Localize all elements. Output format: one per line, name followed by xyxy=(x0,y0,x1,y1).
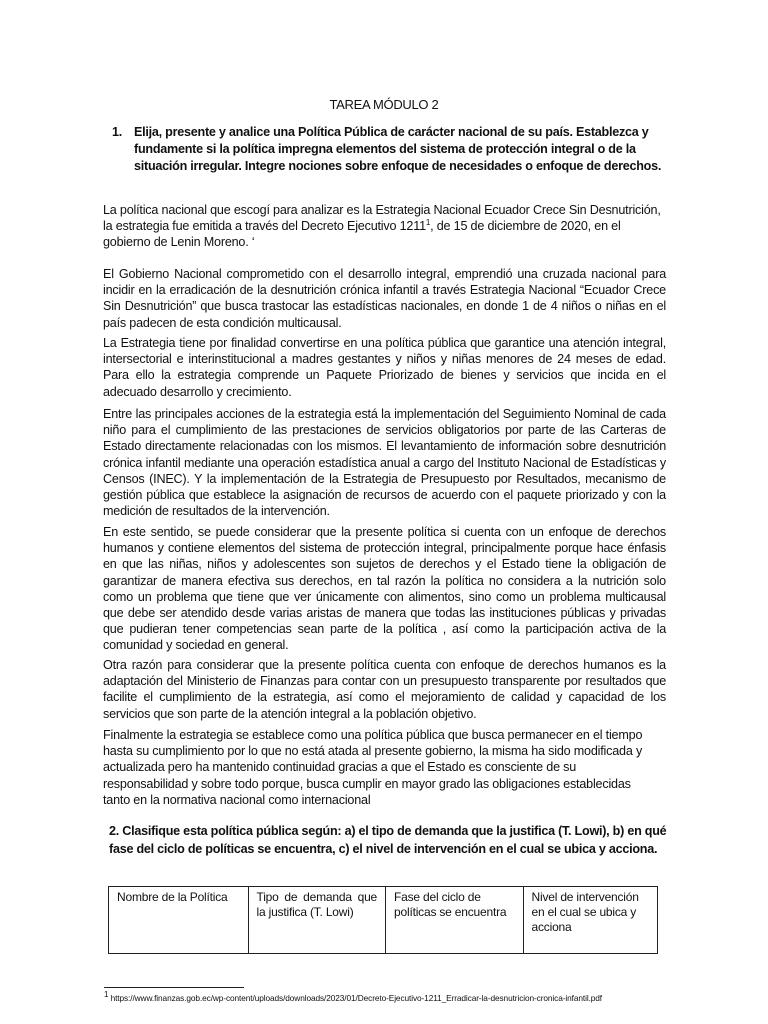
paragraph-2: El Gobierno Nacional comprometido con el desarrollo integral, emprendió una cruzada nacional para incidir en la erradicación de la desnutrición crónica infantil a través Estrategia Nacional “Ecuador Crece Sin Desnutrición” que busca trastocar las estadísticas nacionales, en donde 1 de 4 niños o niñas en el país padecen de esta condición multicausal. xyxy=(103,267,666,330)
footnote-divider xyxy=(104,987,244,988)
question-1-number: 1. xyxy=(112,125,123,139)
classification-table xyxy=(108,886,658,954)
table-header-row xyxy=(109,887,658,954)
footnote-marker: 1 xyxy=(104,990,109,1000)
paragraph-7: Finalmente la estrategia se establece como una política pública que busca permanecer en el tiempo hasta su cumplimiento por lo que no está atada al presente gobierno, la misma ha sido modificada y actualizada pero ha mantenido continuidad gracias a que el Estado es consciente de su responsabilidad y sobre todo porque, busca cumplir en mayor grado las obligaciones establecidas tanto en la normativa nacional como internacional xyxy=(103,728,643,807)
footnote xyxy=(104,990,684,1003)
footnote-reference: 1 xyxy=(425,218,431,228)
table-header-cell: Nombre de la Política xyxy=(109,887,249,954)
table-header-cell: Tipo de demanda que la justifica (T. Lowi) xyxy=(248,887,386,954)
footnote-link[interactable]: https://www.finanzas.gob.ec/wp-content/uploads/downloads/2023/01/Decreto-Ejecutivo-1211_Erradicar-la-desnutricion-cronica-infantil.pdf xyxy=(108,993,603,1003)
table-header-cell: Nivel de intervención en el cual se ubica y acciona xyxy=(523,887,657,954)
paragraph-1 xyxy=(103,202,666,251)
paragraph-3: La Estrategia tiene por finalidad convertirse en una política pública que garantice una atención integral, intersectorial e interinstitucional a madres gestantes y niños y niñas menores de 24 meses de edad. Para ello la estrategia comprende un Paquete Priorizado de bienes y servicios que incida en el adecuado desarrollo y crecimiento. xyxy=(103,336,666,399)
paragraph-6: Otra razón para considerar que la presente política cuenta con enfoque de derechos humanos es la adaptación del Ministerio de Finanzas para contar con un presupuesto transparente por resultados que facilite el cumplimiento de la estrategia, así como el mejoramiento de calidad y capacidad de los servicios que son parte de la atención integral a la población objetivo. xyxy=(103,658,666,721)
paragraph-1-text-a: La política nacional que escogí para analizar es la Estrategia Nacional Ecuador Crece Sin Desnutrición, la estrategia fue emitida a través del Decreto Ejecutivo 1211 xyxy=(103,203,661,234)
question-1-text: Elija, presente y analice una Política Pública de carácter nacional de su país. Establezca y fundamente si la política impregna elementos del sistema de protección integral o de la situación irregular. Integre nociones sobre enfoque de necesidades o enfoque de derechos. xyxy=(134,125,662,173)
paragraph-5: En este sentido, se puede considerar que la presente política si cuenta con un enfoque de derechos humanos y contiene elementos del sistema de protección integral, principalmente porque hace énfasis en que las niñas, niños y adolescentes son sujetos de derechos y el Estado tiene la obligación de garantizar de manera efectiva sus derechos, en tal razón la política no considera a la nutrición solo como un problema que tiene que ver únicamente con alimentos, sino como un problema multicausal que debe ser atendido desde varias aristas de manera que todas las instituciones públicas y privadas que pudieran tener competencias sean parte de la política , así como la participación activa de la comunidad y sociedad en general. xyxy=(103,525,666,653)
paragraph-4: Entre las principales acciones de la estrategia está la implementación del Seguimiento Nominal de cada niño para el cumplimiento de las prestaciones de servicios obligatorios por parte de las Carteras de Estado directamente relacionadas con los mismos. El levantamiento de información sobre desnutrición crónica infantil mediante una operación estadística anual a cargo del Instituto Nacional de Estadísticas y Censos (INEC). Y la implementación de la Estrategia de Presupuesto por Resultados, mecanismo de gestión pública que establece la asignación de recursos de acuerdo con el paquete priorizado y con la medición de resultados de la intervención. xyxy=(103,407,666,519)
document-title: TAREA MÓDULO 2 xyxy=(329,97,439,112)
question-1 xyxy=(112,124,674,175)
table-header-cell: Fase del ciclo de políticas se encuentra xyxy=(386,887,524,954)
question-2: 2. Clasifique esta política pública según: a) el tipo de demanda que la justifica (T. Lowi), b) en qué fase del ciclo de políticas se encuentra, c) el nivel de intervención en el cual se ubica y acciona. xyxy=(109,824,667,856)
paragraph-1-text-b: , de 15 de diciembre de 2020, en el gobierno de Lenin Moreno. ‘ xyxy=(103,219,621,250)
